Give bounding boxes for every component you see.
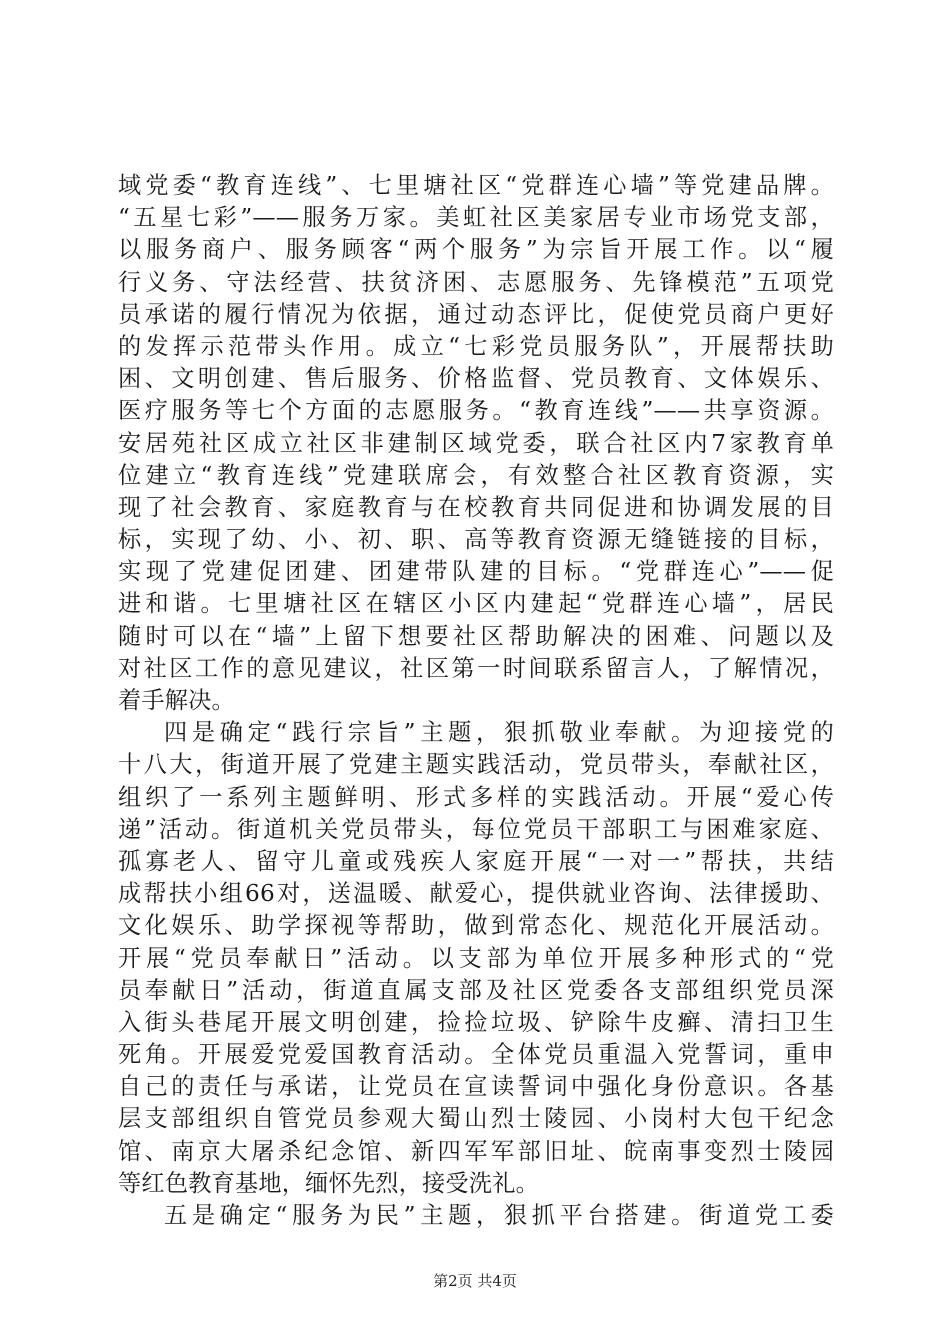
text-line: 现了社会教育、家庭教育与在校教育共同促进和协调发展的目 [118,493,834,521]
text-line: “五星七彩”——服务万家。美虹社区美家居专业市场党支部， [118,204,834,232]
text-line: 入街头巷尾开展文明创建，捡捡垃圾、铲除牛皮癣、清扫卫生 [118,1008,834,1036]
text-line: 以服务商户、服务顾客“两个服务”为宗旨开展工作。以“履 [118,236,834,264]
text-line: 进和谐。七里塘社区在辖区小区内建起“党群连心墙”，居民 [118,590,834,618]
text-line: 位建立“教育连线”党建联席会，有效整合社区教育资源，实 [118,461,834,489]
text-line: 成帮扶小组66对，送温暖、献爱心，提供就业咨询、法律援助、 [118,880,834,908]
text-line: 员奉献日”活动，街道直属支部及社区党委各支部组织党员深 [118,976,834,1004]
text-line: 困、文明创建、售后服务、价格监督、党员教育、文体娱乐、 [118,365,834,393]
text-line: 员承诺的履行情况为依据，通过动态评比，促使党员商户更好 [118,300,834,328]
document-body [118,170,834,1232]
text-line: 随时可以在“墙”上留下想要社区帮助解决的困难、问题以及 [118,622,834,650]
text-line: 行义务、守法经营、扶贫济困、志愿服务、先锋模范”五项党 [118,268,834,296]
text-line: 着手解决。 [118,687,235,714]
text-line: 实现了党建促团建、团建带队建的目标。“党群连心”——促 [118,558,834,586]
text-line: 等红色教育基地，缅怀先烈，接受洗礼。 [118,1169,539,1197]
text-line: 域党委“教育连线”、七里塘社区“党群连心墙”等党建品牌。 [118,172,834,199]
text-line: 自己的责任与承诺，让党员在宣读誓词中强化身份意识。各基 [118,1073,834,1101]
page-footer: 第2页 共4页 [433,1272,517,1290]
text-line: 五是确定“服务为民”主题，狠抓平台搭建。街道党工委 [164,1202,834,1229]
text-line: 标，实现了幼、小、初、职、高等教育资源无缝链接的目标， [118,526,834,554]
text-line: 医疗服务等七个方面的志愿服务。“教育连线”——共享资源。 [118,397,834,425]
text-line: 死角。开展爱党爱国教育活动。全体党员重温入党誓词，重申 [118,1041,834,1069]
text-line: 孤寡老人、留守儿童或残疾人家庭开展“一对一”帮扶，共结 [118,847,834,875]
text-line: 对社区工作的意见建议，社区第一时间联系留言人，了解情况， [118,654,834,682]
text-line: 递”活动。街道机关党员带头，每位党员干部职工与困难家庭、 [118,815,834,843]
text-line: 安居苑社区成立社区非建制区域党委，联合社区内7家教育单 [118,429,834,457]
text-line: 的发挥示范带头作用。成立“七彩党员服务队”，开展帮扶助 [118,332,834,360]
text-line: 馆、南京大屠杀纪念馆、新四军军部旧址、皖南事变烈士陵园 [118,1137,834,1165]
text-line: 四是确定“践行宗旨”主题，狠抓敬业奉献。为迎接党的 [164,719,834,747]
text-line: 层支部组织自管党员参观大蜀山烈士陵园、小岗村大包干纪念 [118,1105,834,1133]
text-line: 开展“党员奉献日”活动。以支部为单位开展多种形式的“党 [118,944,834,972]
text-line: 组织了一系列主题鲜明、形式多样的实践活动。开展“爱心传 [118,783,834,811]
text-line: 文化娱乐、助学探视等帮助，做到常态化、规范化开展活动。 [118,912,834,940]
text-line: 十八大，街道开展了党建主题实践活动，党员带头，奉献社区， [118,751,834,779]
